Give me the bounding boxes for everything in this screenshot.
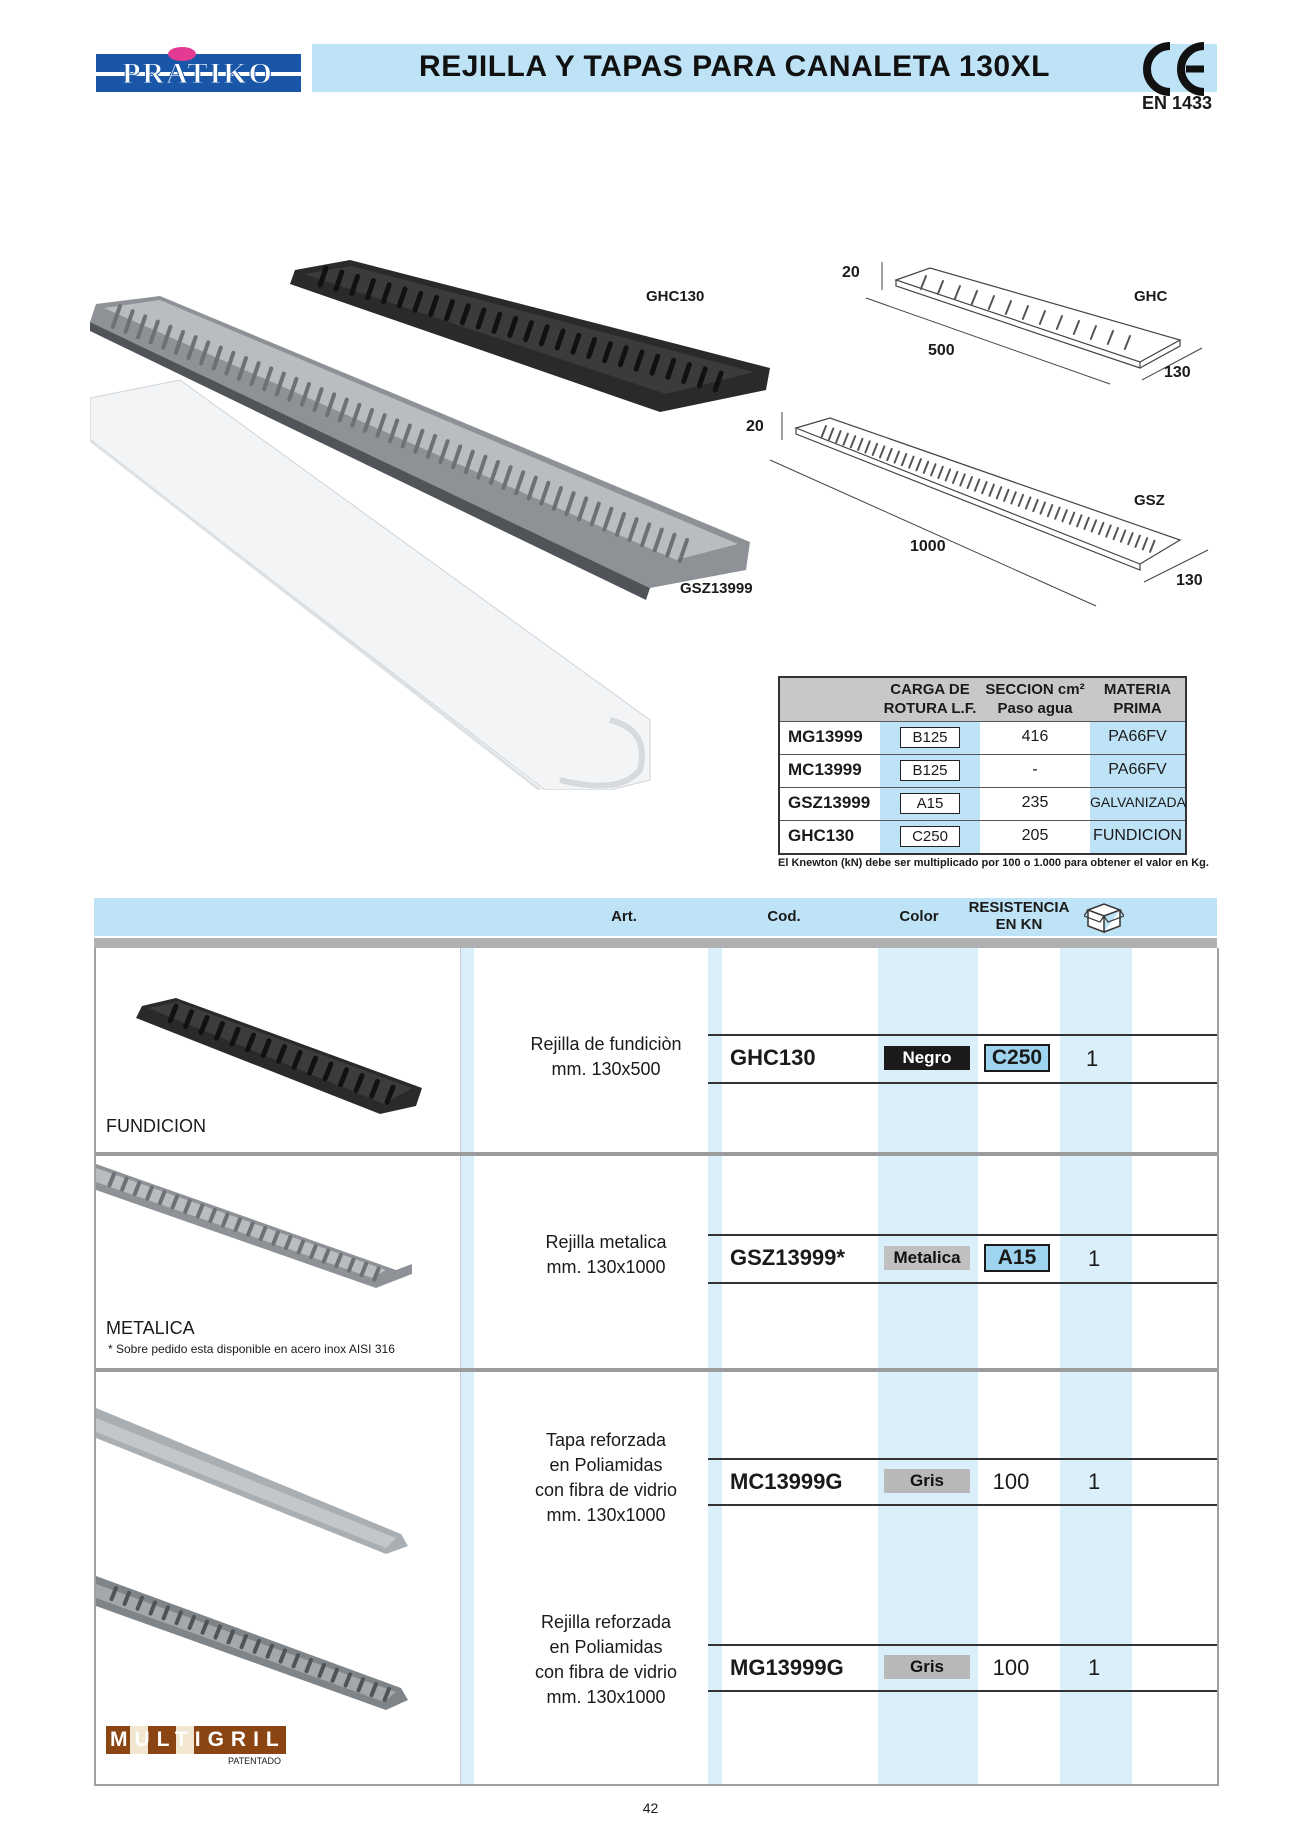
spec-header-section-1: SECCION cm² xyxy=(985,681,1085,698)
spec-divider xyxy=(780,820,1185,821)
spec-header-load xyxy=(880,680,980,718)
ghc130-photo xyxy=(136,988,436,1118)
row-separator xyxy=(96,1368,1217,1372)
color-badge: Negro xyxy=(884,1046,970,1070)
spec-header-load-2: ROTURA L.F. xyxy=(883,700,977,717)
spec-load-badge: B125 xyxy=(900,760,960,781)
quantity: 1 xyxy=(1086,1046,1099,1071)
row-separator xyxy=(96,1152,1217,1156)
ce-mark-icon xyxy=(1140,40,1210,98)
gsz13999-photo xyxy=(96,1160,426,1300)
row-rule xyxy=(708,1690,1217,1692)
ghc-height-dim: 20 xyxy=(842,264,860,281)
quantity: 1 xyxy=(1088,1246,1101,1271)
multigril-brand: MULTIGRIL xyxy=(110,1728,286,1751)
header-cod: Cod. xyxy=(767,908,801,925)
header-resistance-2: EN KN xyxy=(995,916,1043,933)
desc-line: Rejilla metalica xyxy=(545,1232,667,1252)
ghc-name-dim: GHC xyxy=(1134,288,1168,305)
spec-material: FUNDICION xyxy=(1093,827,1182,844)
stripe xyxy=(708,948,722,1784)
ghc-width-dim: 130 xyxy=(1164,364,1191,381)
header-color: Color xyxy=(899,908,939,925)
spec-material: GALVANIZADA xyxy=(1090,794,1186,810)
spec-note: El Knewton (kN) debe ser multiplicado por 100 o 1.000 para obtener el valor en Kg. xyxy=(778,857,1209,869)
spec-code: MG13999 xyxy=(788,727,863,746)
product-code: MC13999G xyxy=(730,1469,843,1494)
spec-load-badge: B125 xyxy=(900,727,960,748)
spec-header-material-2: PRIMA xyxy=(1113,700,1162,717)
ghc-dimension-drawing xyxy=(830,250,1220,400)
multigril-photos xyxy=(96,1388,416,1718)
category-label: FUNDICION xyxy=(106,1116,206,1136)
spec-divider xyxy=(780,721,1185,722)
desc-line: Tapa reforzada xyxy=(545,1430,667,1450)
desc-line: mm. 130x1000 xyxy=(546,1505,666,1525)
gsz-dimension-drawing xyxy=(760,410,1220,610)
spec-material: PA66FV xyxy=(1108,761,1167,778)
color-badge: Gris xyxy=(884,1469,970,1493)
desc-line: en Poliamidas xyxy=(549,1455,663,1475)
row-rule xyxy=(708,1034,1217,1036)
gsz-height-dim: 20 xyxy=(746,418,764,435)
resistance-value: 100 xyxy=(992,1469,1030,1494)
desc-line: en Poliamidas xyxy=(549,1637,663,1657)
page-title: REJILLA Y TAPAS PARA CANALETA 130XL xyxy=(419,50,1050,83)
header-gray-strip xyxy=(94,938,1217,948)
gsz-name-dim: GSZ xyxy=(1134,492,1165,509)
stripe xyxy=(460,948,474,1784)
resistance-badge: C250 xyxy=(984,1044,1050,1072)
spec-header-material-1: MATERIA xyxy=(1103,681,1172,698)
product-table xyxy=(94,948,1219,1786)
header-art: Art. xyxy=(611,908,637,925)
product-description xyxy=(516,1230,696,1280)
gsz-length-dim: 1000 xyxy=(910,538,946,555)
spec-load-badge: C250 xyxy=(900,826,960,847)
spec-code: GHC130 xyxy=(788,826,855,845)
product-code: MG13999G xyxy=(730,1655,844,1680)
spec-code: MC13999 xyxy=(788,760,862,779)
row-rule xyxy=(708,1082,1217,1084)
spec-header-section-2: Paso agua xyxy=(997,700,1073,717)
label-ghc130: GHC130 xyxy=(646,288,705,305)
spec-header-material xyxy=(1090,680,1185,718)
category-label: METALICA xyxy=(106,1318,195,1338)
spec-header-section xyxy=(980,680,1090,718)
spec-section: 416 xyxy=(1021,728,1049,745)
divider xyxy=(460,948,461,1784)
gsz-width-dim: 130 xyxy=(1176,572,1203,589)
product-description xyxy=(516,1610,696,1710)
svg-text:PRATIKO: PRATIKO xyxy=(122,57,274,90)
quantity: 1 xyxy=(1088,1655,1101,1680)
row-rule xyxy=(708,1644,1217,1646)
spec-divider xyxy=(780,754,1185,755)
header-resistance-1: RESISTENCIA xyxy=(968,899,1070,916)
pratiko-logo xyxy=(96,46,301,94)
header-resistance xyxy=(964,899,1074,933)
resistance-value: 100 xyxy=(992,1655,1030,1680)
color-badge: Metalica xyxy=(884,1246,970,1270)
spec-section: - xyxy=(1032,761,1038,778)
product-description xyxy=(516,1428,696,1528)
spec-section: 235 xyxy=(1021,794,1049,811)
color-badge: Gris xyxy=(884,1655,970,1679)
ghc-length-dim: 500 xyxy=(928,342,955,359)
desc-line: mm. 130x1000 xyxy=(546,1687,666,1707)
product-photo-composite xyxy=(90,250,770,790)
spec-section: 205 xyxy=(1021,827,1049,844)
spec-divider xyxy=(780,787,1185,788)
row-rule xyxy=(708,1504,1217,1506)
product-code: GSZ13999* xyxy=(730,1245,845,1270)
desc-line: con fibra de vidrio xyxy=(534,1662,678,1682)
spec-code: GSZ13999 xyxy=(788,793,871,812)
row-rule xyxy=(708,1458,1217,1460)
spec-header-load-1: CARGA DE xyxy=(890,681,970,698)
page-number: 42 xyxy=(642,1800,659,1816)
label-gsz13999: GSZ13999 xyxy=(680,580,753,597)
multigril-sub: PATENTADO xyxy=(228,1756,282,1766)
product-description xyxy=(516,1032,696,1082)
spec-material: PA66FV xyxy=(1108,728,1167,745)
row-rule xyxy=(708,1234,1217,1236)
quantity: 1 xyxy=(1088,1469,1101,1494)
spec-table xyxy=(778,676,1187,855)
footnote: * Sobre pedido esta disponible en acero inox AISI 316 xyxy=(108,1342,395,1356)
row-rule xyxy=(708,1282,1217,1284)
resistance-badge: A15 xyxy=(984,1244,1050,1272)
desc-line: mm. 130x500 xyxy=(551,1059,661,1079)
desc-line: con fibra de vidrio xyxy=(534,1480,678,1500)
standard-label: EN 1433 xyxy=(1142,93,1213,113)
desc-line: Rejilla de fundiciòn xyxy=(530,1034,682,1054)
title-bar xyxy=(312,44,1217,92)
product-code: GHC130 xyxy=(730,1045,816,1070)
product-table-header xyxy=(94,898,1217,936)
desc-line: Rejilla reforzada xyxy=(540,1612,672,1632)
spec-load-badge: A15 xyxy=(900,793,960,814)
desc-line: mm. 130x1000 xyxy=(546,1257,666,1277)
box-icon xyxy=(1084,900,1124,934)
